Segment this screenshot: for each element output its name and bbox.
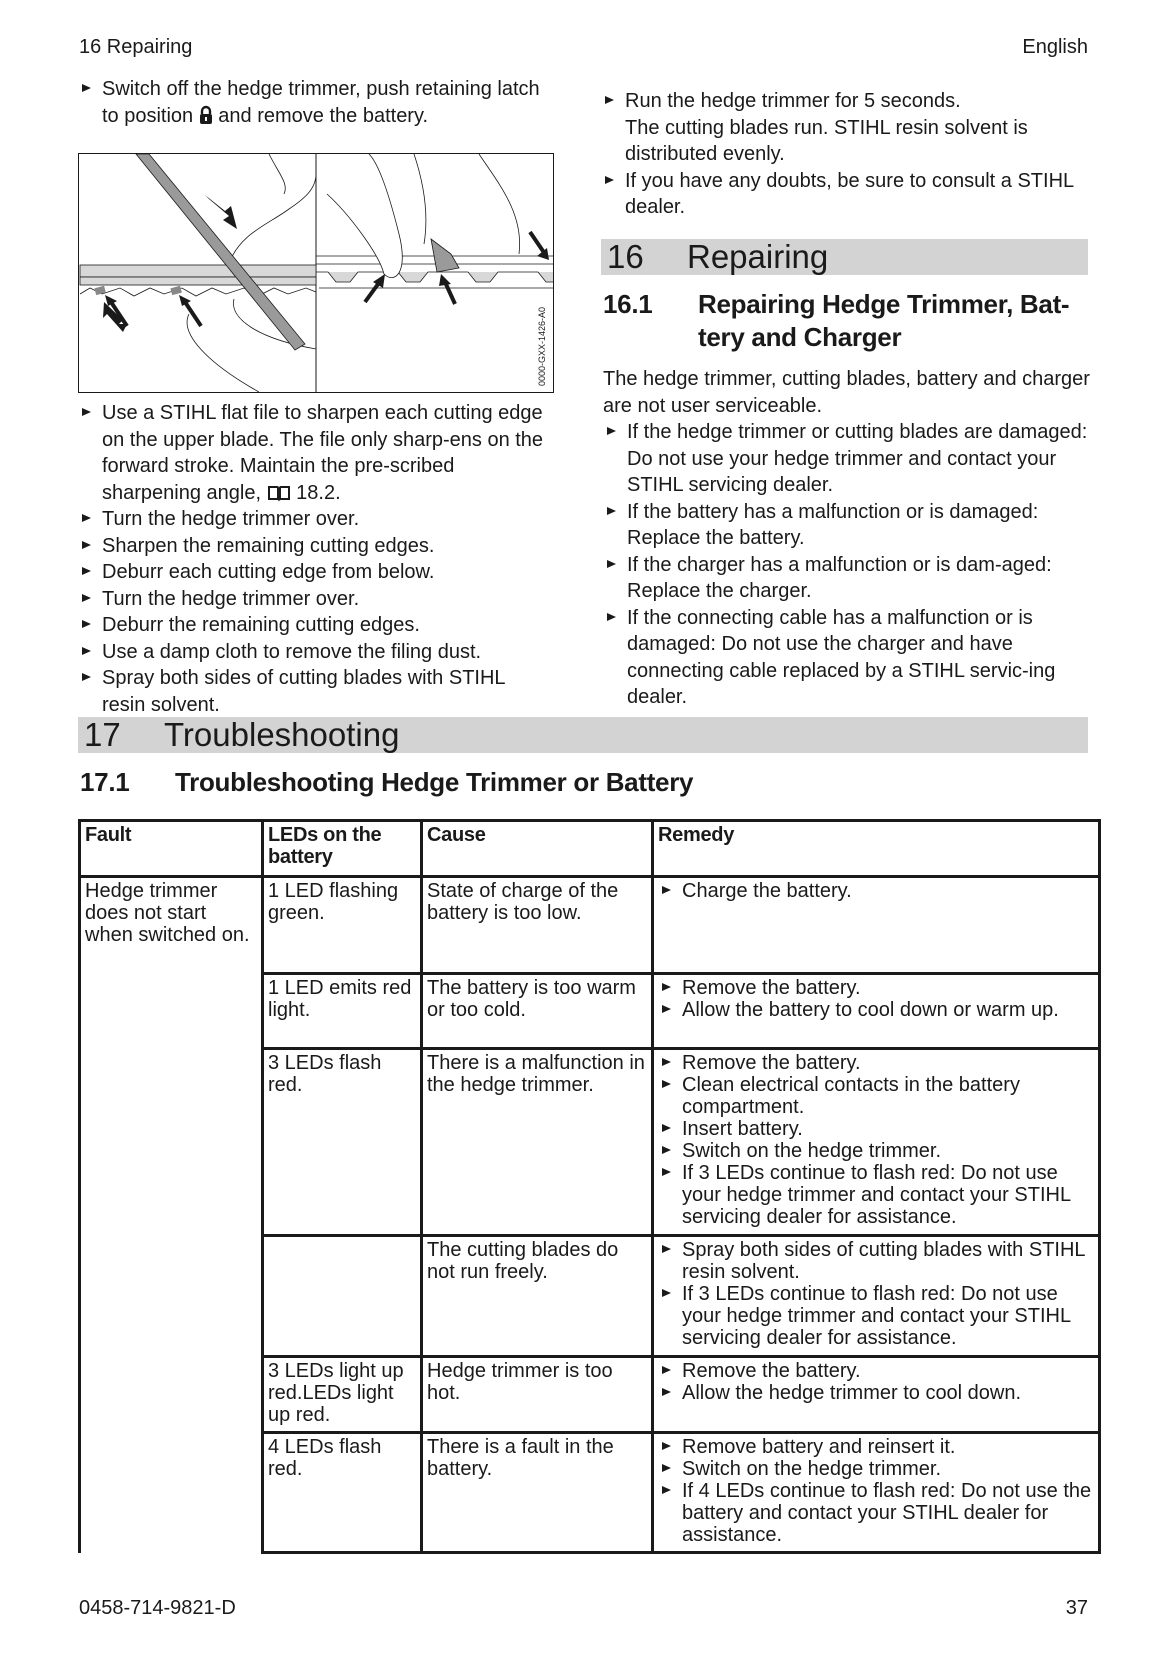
document-number: 0458-714-9821-D (79, 1597, 236, 1619)
leds-cell: 1 LED flashing green. (263, 877, 422, 974)
remedy-cell (653, 1049, 1100, 1236)
remedy-step: Insert battery. (658, 1118, 1094, 1140)
remedy-step: Remove the battery. (658, 1360, 1094, 1382)
column-header-cause: Cause (422, 821, 653, 877)
remedy-step: Switch on the hedge trimmer. (658, 1140, 1094, 1162)
leds-cell: 3 LEDs light up red.LEDs light up red. (263, 1357, 422, 1433)
remedy-step: Remove the battery. (658, 1052, 1094, 1074)
instruction-step: Use a damp cloth to remove the filing dust. (78, 639, 552, 666)
instruction-step: Spray both sides of cutting blades with STIHL resin solvent. (78, 665, 552, 718)
repair-step: If the hedge trimmer or cutting blades are damaged: Do not use your hedge trimmer and contact your STIHL servicing dealer. (603, 419, 1091, 499)
section-heading-16: 16 Repairing (601, 239, 1088, 275)
hedge-trimmer-blade-illustration (79, 154, 553, 392)
repair-section-body (603, 366, 1091, 711)
remedy-step: Charge the battery. (658, 880, 1094, 902)
cause-cell: State of charge of the battery is too low. (422, 877, 653, 974)
leds-cell: 3 LEDs flash red. (263, 1049, 422, 1236)
remedy-step: Clean electrical contacts in the battery compartment. (658, 1074, 1094, 1118)
repair-intro: The hedge trimmer, cutting blades, battery and charger are not user serviceable. (603, 368, 1090, 417)
remedy-cell (653, 1357, 1100, 1433)
sharpening-illustration (78, 153, 554, 393)
cause-cell: There is a malfunction in the hedge trimmer. (422, 1049, 653, 1236)
repair-step: If the battery has a malfunction or is damaged: Replace the battery. (603, 499, 1091, 552)
remedy-cell (653, 974, 1100, 1049)
remedy-cell (653, 877, 1100, 974)
remedy-step: Switch on the hedge trimmer. (658, 1458, 1094, 1480)
instruction-step: Sharpen the remaining cutting edges. (78, 533, 552, 560)
remedy-step: If 3 LEDs continue to flash red: Do not use your hedge trimmer and contact your STIHL servicing dealer for assistance. (658, 1283, 1094, 1349)
instruction-doubts: If you have any doubts, be sure to consult a STIHL dealer. (601, 168, 1089, 221)
book-icon (267, 484, 291, 502)
subsection-heading-16-1: 16.1 Repairing Hedge Trimmer, Bat-tery and Charger (603, 289, 1070, 352)
padlock-icon (199, 105, 213, 125)
page-number: 37 (1065, 1597, 1088, 1619)
remedy-step: Allow the battery to cool down or warm up. (658, 999, 1094, 1021)
cause-cell: The cutting blades do not run freely. (422, 1236, 653, 1357)
instruction-run: Run the hedge trimmer for 5 seconds. (601, 88, 1089, 115)
remedy-step: If 3 LEDs continue to flash red: Do not use your hedge trimmer and contact your STIHL servicing dealer for assistance. (658, 1162, 1094, 1228)
leds-cell (263, 1236, 422, 1357)
remedy-step: If 4 LEDs continue to flash red: Do not use the battery and contact your STIHL dealer for assistance. (658, 1480, 1094, 1546)
column-header-fault: Fault (80, 821, 263, 877)
instruction-step: Turn the hedge trimmer over. (78, 586, 552, 613)
left-column-top (78, 76, 548, 129)
instruction-use-file: Use a STIHL flat file to sharpen each cutting edge on the upper blade. The file only sharp-ens on the forward stroke. Maintain the pre-scribed sharpening angle, 18.2. (78, 400, 552, 506)
table-header-row (80, 821, 1100, 877)
leds-cell: 4 LEDs flash red. (263, 1433, 422, 1553)
cause-cell: There is a fault in the battery. (422, 1433, 653, 1553)
cause-cell: Hedge trimmer is too hot. (422, 1357, 653, 1433)
remedy-step: Spray both sides of cutting blades with STIHL resin solvent. (658, 1239, 1094, 1283)
running-header-language: English (1022, 36, 1088, 58)
leds-cell: 1 LED emits red light. (263, 974, 422, 1049)
fault-cell: Hedge trimmer does not start when switched on. (80, 877, 263, 1553)
right-column-top (601, 88, 1089, 221)
remedy-step: Allow the hedge trimmer to cool down. (658, 1382, 1094, 1404)
instruction-result: The cutting blades run. STIHL resin solvent is distributed evenly. (625, 116, 1028, 165)
instruction-step: Turn the hedge trimmer over. (78, 506, 552, 533)
running-header-section: 16 Repairing (79, 36, 193, 58)
column-header-leds: LEDs on the battery (263, 821, 422, 877)
remedy-step: Remove the battery. (658, 977, 1094, 999)
table-row (80, 877, 1100, 974)
remedy-step: Remove battery and reinsert it. (658, 1436, 1094, 1458)
figure-code: 0000-GXX-1426-A0 (537, 306, 547, 386)
repair-step: If the connecting cable has a malfunction or is damaged: Do not use the charger and have connecting cable replaced by a STIHL servic-ing dealer. (603, 605, 1091, 711)
instruction-switch-off: Switch off the hedge trimmer, push retaining latch to position and remove the battery. (78, 76, 548, 129)
remedy-cell (653, 1236, 1100, 1357)
remedy-cell (653, 1433, 1100, 1553)
instruction-step: Deburr the remaining cutting edges. (78, 612, 552, 639)
section-heading-17: 17 Troubleshooting (78, 717, 1088, 753)
subsection-heading-17-1: 17.1 Troubleshooting Hedge Trimmer or Battery (80, 767, 694, 797)
left-column-steps (78, 400, 552, 718)
instruction-step: Deburr each cutting edge from below. (78, 559, 552, 586)
repair-step: If the charger has a malfunction or is dam-aged: Replace the charger. (603, 552, 1091, 605)
cause-cell: The battery is too warm or too cold. (422, 974, 653, 1049)
column-header-remedy: Remedy (653, 821, 1100, 877)
troubleshooting-table (78, 819, 1101, 1554)
